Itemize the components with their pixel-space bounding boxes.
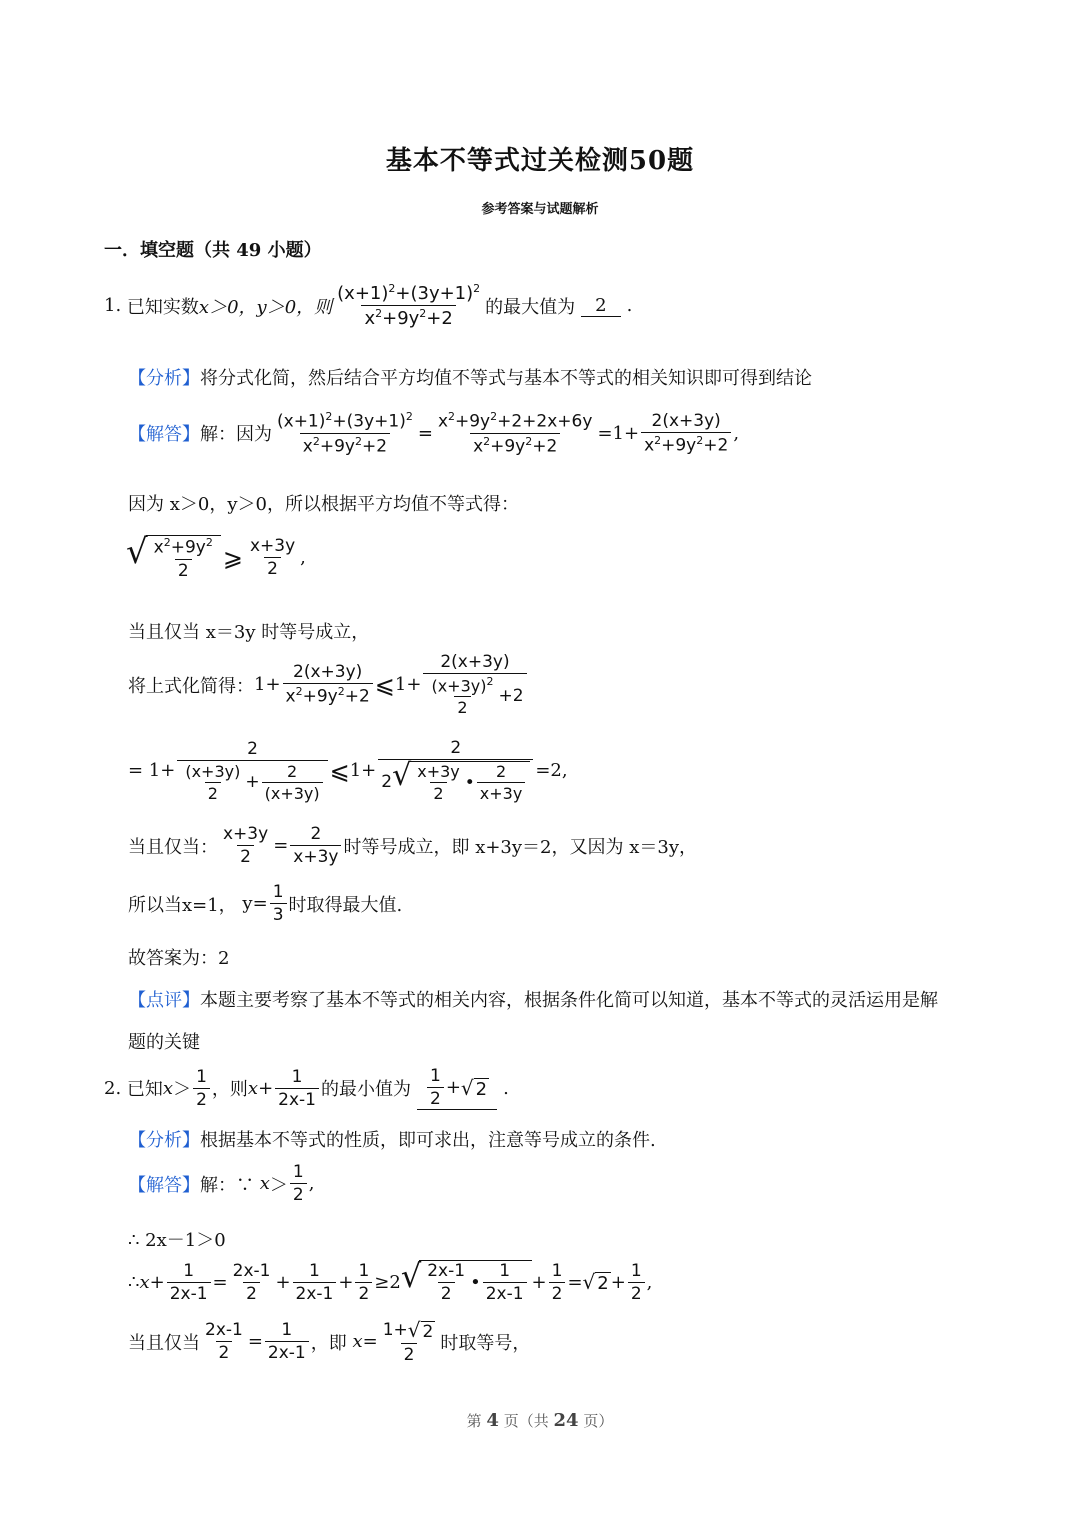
comment-line-2: 题的关键 [128,1032,200,1053]
equality-condition: 当且仅当 x＝3y 时等号成立， [128,622,370,643]
stem-text: 的最小值为 [320,1079,411,1100]
fraction: 2 2 √ x+3y 2 • 2 x+3y [378,738,533,803]
question-1-stem [104,282,632,329]
solution-text: 时取等号， [440,1332,531,1354]
analysis-line [128,1126,656,1152]
fraction: 2(x+3y) $(x+3y)^2$ 2 +2 [423,652,526,717]
answer-blank: 1 2 + √ 2 [417,1066,497,1110]
stem-condition: x＞0，y＞0，则 [198,296,333,318]
question-2-stem: 2. 已知 x ＞ 1 2 ，则 x + $\frac{1}{2x-1}$ 的最小值为 1 2 + √ 2 . [104,1066,509,1110]
solution-line-1: 【解答】 解：∵ x ＞ 1 2 , [128,1162,315,1205]
analysis-text: 将分式化简，然后结合平方均值不等式与基本不等式的相关知识即可得到结论 [200,368,812,389]
solution-text: 当且仅当 [128,1332,200,1354]
solution-text: 将上式化简得： [128,675,254,697]
comment-text: 本题主要考察了基本不等式的相关内容，根据条件化简可以知道，基本不等式的灵活运用是解 [200,990,938,1011]
solution-text: 所以当x=1， [128,894,237,916]
stem-text: 已知实数 [126,296,199,318]
comment-tag: 【点评】 [128,990,200,1011]
page-total: 24 [553,1410,579,1431]
solution-text: 时取得最大值. [288,894,403,916]
analysis-tag: 【分析】 [128,368,200,389]
fraction: $\frac{2}{x+3y}$ [290,824,341,867]
comment-line-1 [128,986,938,1012]
page-footer [0,1410,1080,1431]
solution-text: 当且仅当： [128,836,218,858]
solution-tag: 【解答】 [128,1174,200,1196]
max-value-line [128,882,402,925]
sqrt-expression: √ $x^2+9y^2$ 2 [126,535,221,581]
therefore-line: ∴ 2x－1＞0 [128,1230,226,1251]
fraction: $x^2+9y^2$ 2 [153,536,213,581]
solution-line-1: 【解答】 解：因为 $\frac{(x+1)^2+(3y+1)^2}{x^2+9y^2+2}$ = $\frac{x^2+9y^2+2+2x+6y}{x^2+9y^2+2}$ =1+ $\frac{2(x+3y)}{x^2+9y^2+2}$ , [128,410,740,457]
fraction: $\frac{(x+1)^2+(3y+1)^2}{x^2+9y^2+2}$ [277,410,413,457]
question-number: 1. [104,295,122,316]
stem-text: ，则 [211,1079,248,1100]
analysis-tag: 【分析】 [128,1130,200,1151]
stem-end: . [626,295,633,316]
stem-text: 的最大值为 [485,296,576,318]
therefore-line-2: ∴ x + $\frac{1}{2x-1}$ = $\frac{2x-1}{2}$ + $\frac{1}{2x-1}$ + $\frac{1}{2}$ ≥2 √ 2x-1 2 • 1 2x-1 + $\frac{1}{2}$ = √ 2 + $\frac{1}{2}$ , [128,1257,653,1304]
final-answer: 故答案为：2 [128,948,230,969]
fraction: $\frac{x+3y}{2}$ [223,824,269,867]
analysis-text: 根据基本不等式的性质，即可求出，注意等号成立的条件. [200,1130,656,1151]
fraction: $\frac{2(x+3y)}{x^2+9y^2+2}$ [641,411,731,456]
stem-text: 已知 [126,1079,163,1100]
simplify-line: 将上式化简得： 1+ $\frac{2(x+3y)}{x^2+9y^2+2}$ ⩽ 1+ 2(x+3y) $(x+3y)^2$ 2 +2 [128,652,529,717]
fraction: 1 2 [193,1067,210,1110]
solution-text: y= [242,893,268,914]
fraction: $\frac{1}{2x-1}$ [275,1067,319,1110]
fraction: $\frac{x^2+9y^2+2+2x+6y}{x^2+9y^2+2}$ [437,410,593,457]
equality-condition: 当且仅当 $\frac{2x-1}{2}$ = $\frac{1}{2x-1}$ ，即 x = 1+ √ 2 2 时取等号， [128,1318,531,1365]
solution-text: 解：因为 [200,424,272,446]
page-number: 4 [486,1410,499,1431]
footer-text: 第 [466,1412,482,1430]
fraction: 2 (x+3y) 2 + 2 (x+3y) [177,739,327,803]
footer-text: 页（共 [503,1412,549,1430]
inequality-sqrt: √ $x^2+9y^2$ 2 ⩾ x+3y 2 , [126,532,306,581]
solution-text: ，即 [310,1332,347,1354]
stem-end: . [503,1077,509,1099]
page-title: 基本不等式过关检测50题 [385,146,695,176]
page-subtitle: 参考答案与试题解析 [481,202,599,217]
solution-tag: 【解答】 [128,424,200,446]
equality-condition-2: 当且仅当： $\frac{x+3y}{2}$ = $\frac{2}{x+3y}$ 时等号成立，即 x+3y＝2，又因为 x＝3y， [128,824,697,867]
fraction: $\frac{2(x+3y)}{x^2+9y^2+2}$ [283,662,373,707]
analysis-line [128,364,812,390]
simplify-line-2: = 1+ 2 (x+3y) 2 + 2 (x+3y) ⩽ 1+ 2 2 √ x+3y 2 • 2 x+3y =2, [128,738,568,803]
answer-blank: 2 [581,295,620,317]
solution-line-2: 因为 x＞0，y＞0，所以根据平方均值不等式得： [128,494,519,515]
fraction: $(x+1)^2+(3y+1)^2$ $x^2+9y^2+2$ [337,282,481,329]
question-number: 2. [104,1077,122,1099]
solution-text: 时等号成立，即 x+3y＝2，又因为 x＝3y， [343,836,697,858]
solution-text: 解：∵ [200,1174,254,1196]
fraction: 1 2 [290,1162,307,1205]
footer-text: 页） [583,1412,614,1430]
fraction: $\frac{1}{3}$ [270,882,287,925]
section-heading: 一．填空题（共 49 小题） [104,240,322,261]
fraction: x+3y 2 [249,536,296,580]
